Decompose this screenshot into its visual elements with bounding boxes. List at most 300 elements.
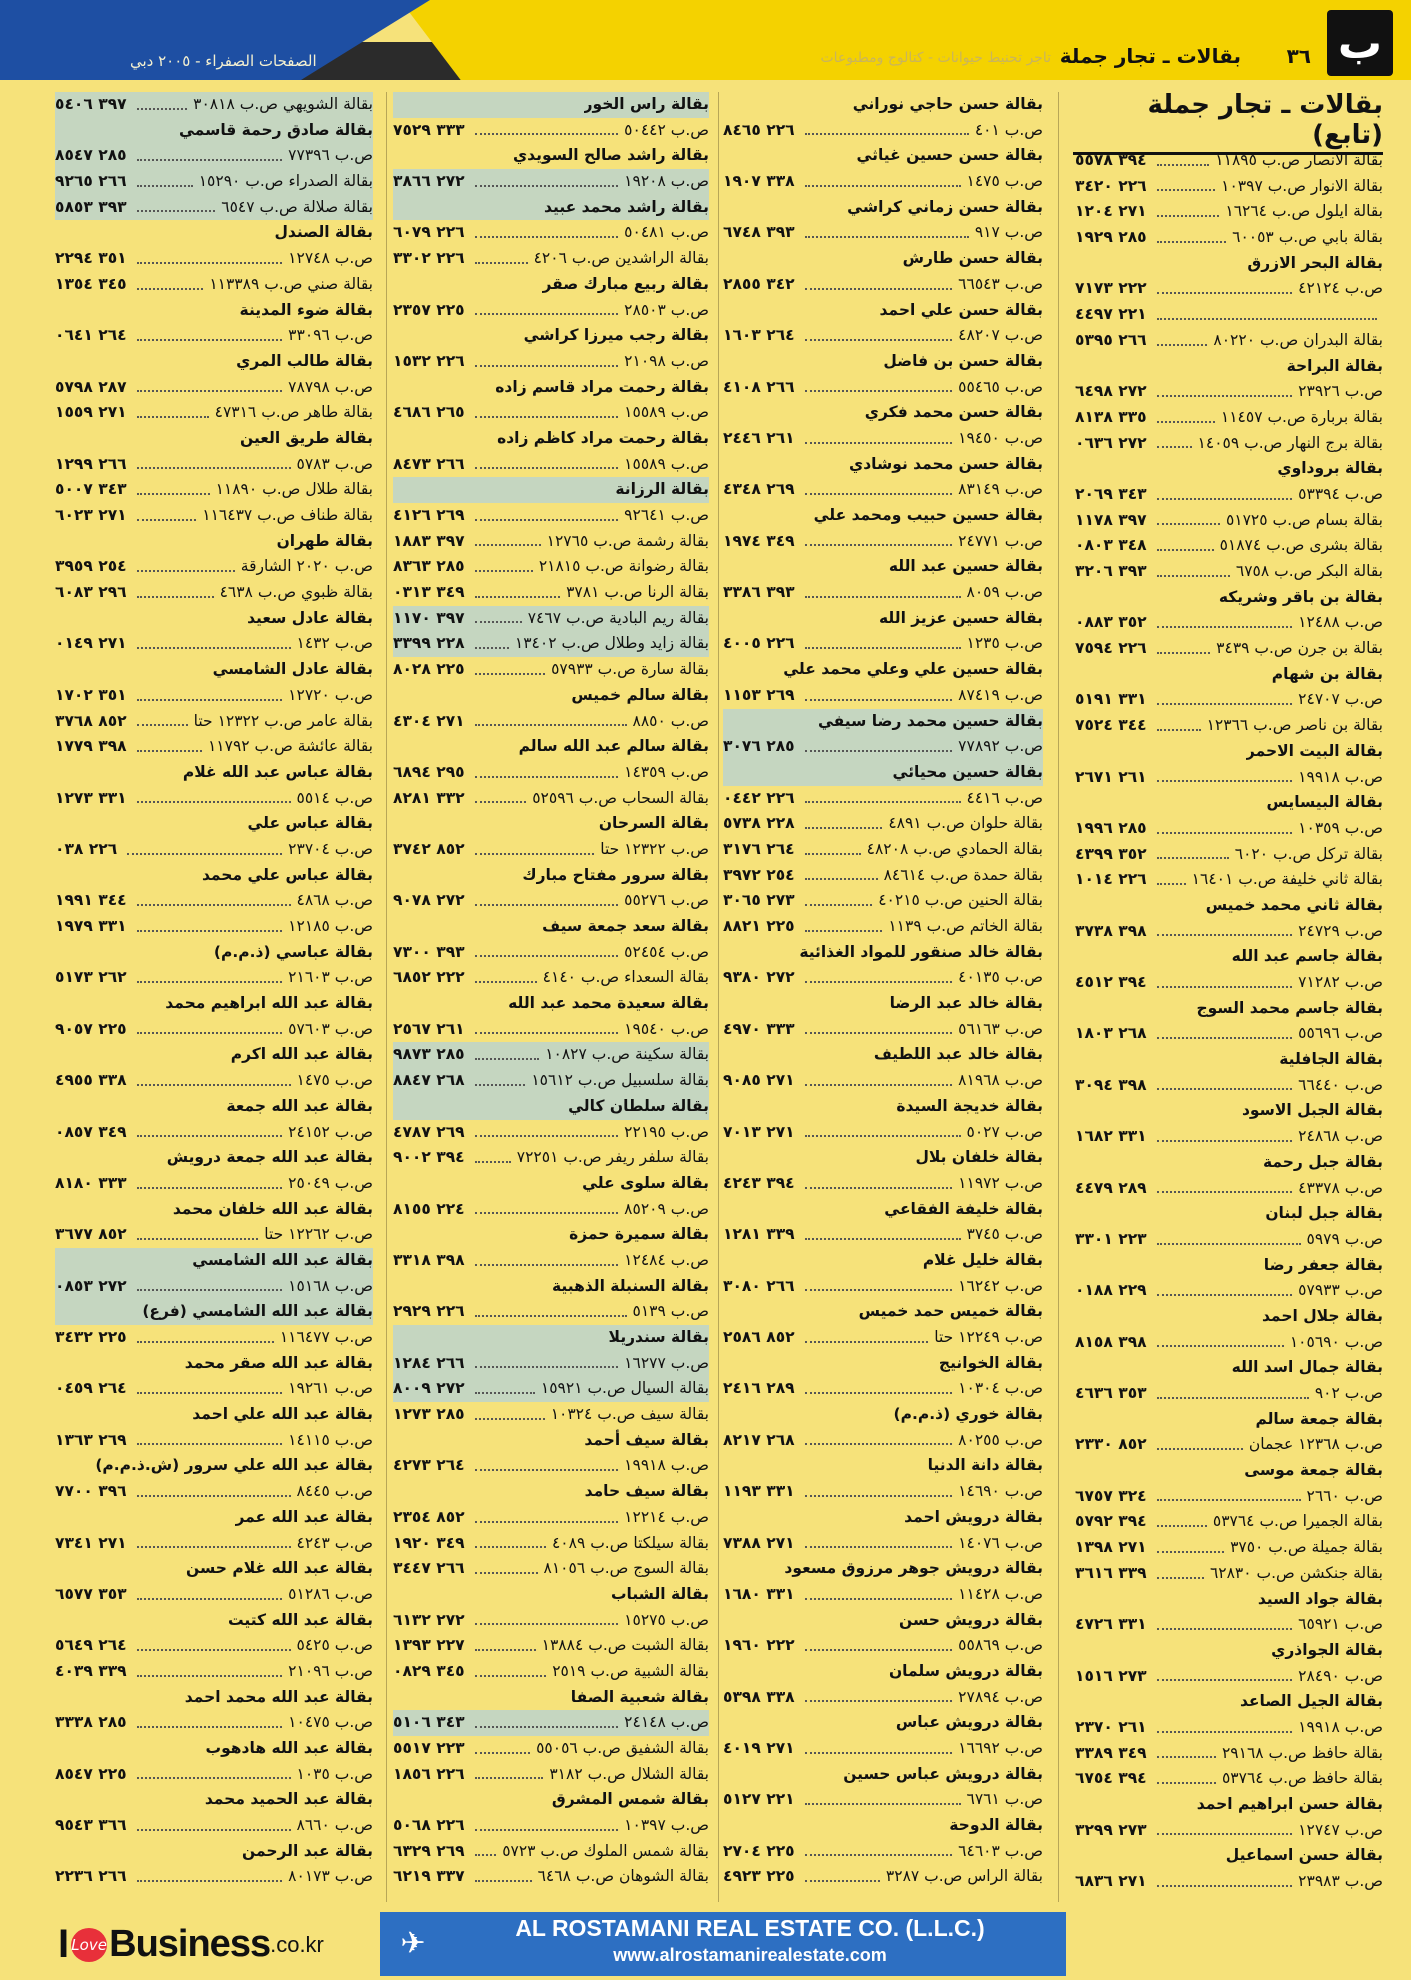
phone-number: ٢٦٨ ٨٨٤٧ xyxy=(393,1071,465,1090)
phone-number: ٢٢٣ ٥٥١٧ xyxy=(393,1739,465,1757)
leader-dots xyxy=(475,1453,619,1471)
listing-label: ص.ب ٢٤٧٠٧ xyxy=(1298,690,1383,709)
listing-label: بقالة سعيدة محمد عبد الله xyxy=(508,994,709,1013)
listing-label: بقالة السعداء ص.ب ٤١٤٠ xyxy=(542,968,709,987)
leader-dots xyxy=(475,1402,545,1420)
listing-label: بقالة جبل لبنان xyxy=(1265,1204,1383,1223)
list-item xyxy=(723,1402,1043,1428)
listing-label: ص.ب ١٩٩١٨ xyxy=(1298,1717,1383,1736)
leader-dots xyxy=(805,272,953,290)
list-item xyxy=(1075,328,1383,354)
list-item xyxy=(393,1582,709,1608)
list-item xyxy=(55,1582,373,1608)
phone-number: ٢٢٦ ١٨٥٦ xyxy=(393,1764,465,1783)
listing-label: ص.ب ٥٥١٤ xyxy=(296,788,373,807)
list-item xyxy=(723,1582,1043,1608)
listing-label: ص.ب ١٠٣٩٧ xyxy=(624,1816,709,1835)
list-item xyxy=(1075,1638,1383,1664)
list-item xyxy=(55,1248,373,1274)
listing-label: بقالة درويش جوهر مرزوق مسعود xyxy=(784,1559,1043,1578)
listing-label: ص.ب ١٤٣٥٩ xyxy=(624,762,709,781)
leader-dots xyxy=(137,323,283,341)
listing-label: ص.ب ١٥٥٨٩ xyxy=(624,403,709,422)
list-item xyxy=(1075,1484,1383,1510)
list-item xyxy=(393,1762,709,1788)
leader-dots xyxy=(805,118,969,136)
leader-dots xyxy=(137,786,291,804)
phone-number: ٣٣٣ ٤٩٧٠ xyxy=(723,1019,795,1038)
listing-label: ص.ب ٢٤١٤٨ xyxy=(624,1713,709,1732)
listing-label: بقالة جاسم عبد الله xyxy=(1231,947,1383,966)
listing-label: ص.ب ١٤٧٥ xyxy=(966,172,1043,191)
listing-label: ص.ب ٩١٧ xyxy=(974,223,1043,242)
list-item xyxy=(393,940,709,966)
leader-dots xyxy=(137,580,214,598)
list-item xyxy=(1075,739,1383,765)
phone-number: ٨٥٢ ٣٧٦٨ xyxy=(55,711,127,730)
list-item xyxy=(55,631,373,657)
phone-number: ٣٣١ ١٦٨٢ xyxy=(1075,1127,1147,1146)
phone-number: ٣٤٩ ٠٨٥٧ xyxy=(55,1122,127,1141)
list-item xyxy=(393,631,709,657)
list-item xyxy=(55,811,373,837)
list-item xyxy=(723,1428,1043,1454)
brand-business: Business xyxy=(109,1923,271,1965)
listing-label: بقالة الخوانيج xyxy=(938,1353,1043,1372)
leader-dots xyxy=(1157,1741,1216,1759)
listing-label: بقالة درويش عباس xyxy=(895,1713,1043,1732)
listing-label: ص.ب ٥٤٢٥ xyxy=(296,1636,373,1655)
list-item xyxy=(55,452,373,478)
leader-dots xyxy=(1157,302,1377,320)
listing-label: ص.ب ٧٧٨٩٢ xyxy=(958,737,1043,756)
listing-label: بقالة تركل ص.ب ٦٠٢٠ xyxy=(1234,844,1383,863)
listing-label: بقالة الشلال ص.ب ٣١٨٢ xyxy=(549,1764,709,1783)
phone-number: ٢٢٢ ٧١٧٣ xyxy=(1075,279,1147,298)
listing-column-1 xyxy=(1075,148,1383,1895)
leader-dots xyxy=(805,1171,953,1189)
list-item xyxy=(393,1787,709,1813)
listing-label: ص.ب ١٦٢٧٧ xyxy=(624,1353,709,1372)
list-item xyxy=(1075,662,1383,688)
list-item xyxy=(723,1017,1043,1043)
leader-dots xyxy=(805,1068,953,1086)
leader-dots xyxy=(137,1120,283,1138)
listing-label: بقالة جمعة سالم xyxy=(1255,1409,1383,1428)
phone-number: ٢٩٦ ٦٠٨٣ xyxy=(55,583,127,602)
list-item xyxy=(723,554,1043,580)
leader-dots xyxy=(475,1839,497,1857)
leader-dots xyxy=(805,1222,961,1240)
listing-label: بقالة خلفان بلال xyxy=(915,1148,1043,1167)
phone-number: ٣٩٨ ٣٣١٨ xyxy=(393,1250,465,1269)
phone-number: ٢٦٩ ٤١٢٦ xyxy=(393,506,465,524)
listing-label: بقالة الشفيق ص.ب ٥٥٠٥٦ xyxy=(536,1739,709,1757)
leader-dots xyxy=(475,837,595,855)
list-item xyxy=(1075,1150,1383,1176)
list-item xyxy=(723,1710,1043,1736)
leader-dots xyxy=(1157,276,1293,294)
leader-dots xyxy=(475,1120,619,1138)
listing-label: ص.ب ٥٢٤٥٤ xyxy=(624,942,709,961)
leader-dots xyxy=(1157,1818,1293,1836)
listing-label: ص.ب ٤٠١٣٥ xyxy=(958,968,1043,987)
phone-number: ٢٢٥ ٩٠٥٧ xyxy=(55,1019,127,1038)
listing-label: بقالة بن باقر وشريكه xyxy=(1218,587,1383,606)
leader-dots xyxy=(137,246,283,264)
listing-label: بقالة رشمة ص.ب ١٢٧٦٥ xyxy=(546,531,709,550)
listing-label: بقالة حافظ ص.ب ٢٩١٦٨ xyxy=(1221,1743,1383,1762)
list-item xyxy=(55,118,373,144)
list-item xyxy=(1075,585,1383,611)
phone-number: ٣٩٣ ٥٨٥٣ xyxy=(55,197,127,216)
listing-label: ص.ب ٢٨٥٠٣ xyxy=(624,300,709,319)
leader-dots xyxy=(1157,816,1293,834)
phone-number: ٢٢٥ ٣٤٣٢ xyxy=(55,1328,127,1346)
list-item xyxy=(393,863,709,889)
phone-number: ٨٥٢ ٣٦٧٧ xyxy=(55,1225,127,1244)
list-item xyxy=(1075,1021,1383,1047)
list-item xyxy=(1075,1458,1383,1484)
listing-label: بقالة عبد الله كتيت xyxy=(227,1610,373,1629)
listing-label: ص.ب ٩٠٢ xyxy=(1314,1384,1383,1402)
phone-number: ٢٧٣ ٣٢٩٩ xyxy=(1075,1820,1147,1839)
listing-label: بقالة السيال ص.ب ١٥٩٢١ xyxy=(540,1379,709,1398)
listing-label: بقالة حسن اسماعيل xyxy=(1225,1846,1383,1865)
listing-label: بقالة الجافلية xyxy=(1279,1050,1383,1069)
listing-label: ص.ب ١٤٠٧٦ xyxy=(958,1533,1043,1552)
list-item xyxy=(1075,379,1383,405)
list-item xyxy=(55,657,373,683)
listing-label: بقالة طلال ص.ب ١١٨٩٠ xyxy=(215,480,373,499)
list-item xyxy=(1075,970,1383,996)
phone-number: ٢٧٢ ٠٨٥٣ xyxy=(55,1276,127,1295)
leader-dots xyxy=(805,1531,953,1549)
list-item xyxy=(1075,174,1383,200)
listing-label: بقالة حسن طارش xyxy=(902,249,1043,268)
listing-label: ص.ب ٢٨٤٩٠ xyxy=(1298,1666,1383,1685)
leader-dots xyxy=(805,1376,953,1394)
leader-dots xyxy=(475,529,541,547)
list-item xyxy=(723,1274,1043,1300)
listing-label: ص.ب ٢٠٢٠ الشارقة xyxy=(240,557,373,576)
listing-label: بقالة البيت الاحمر xyxy=(1245,741,1383,760)
list-item xyxy=(393,272,709,298)
list-item xyxy=(393,143,709,169)
phone-number: ٣٤٥ ١٣٥٤ xyxy=(55,274,127,293)
list-item xyxy=(393,1556,709,1582)
listing-label: ص.ب ٨٨٥٠ xyxy=(632,711,709,730)
leader-dots xyxy=(475,786,527,804)
phone-number: ٢٦٦ ٥٣٩٥ xyxy=(1075,330,1147,349)
list-item xyxy=(55,1479,373,1505)
listing-label: بقالة ضوء المدينة xyxy=(239,300,373,319)
leader-dots xyxy=(475,118,619,136)
leader-dots xyxy=(1157,148,1210,166)
listing-label: ص.ب ٨١٩٦٨ xyxy=(958,1071,1043,1090)
leader-dots xyxy=(805,169,961,187)
phone-number: ٣٣١ ١١٩٣ xyxy=(723,1482,795,1501)
phone-number: ٢٦٦ ٩٢٦٥ xyxy=(55,172,127,191)
listing-label: بقالة سرور مفتاح مبارك xyxy=(522,865,709,884)
list-item xyxy=(393,529,709,555)
listing-label: بقالة عبد الحميد محمد xyxy=(204,1790,373,1809)
leader-dots xyxy=(137,477,210,495)
listing-label: ص.ب ٥٠٢٧ xyxy=(966,1122,1043,1141)
ilovebusiness-logo[interactable] xyxy=(58,1922,324,1967)
phone-number: ٢٦٩ ٤٣٤٨ xyxy=(723,480,795,499)
leader-dots xyxy=(1157,1227,1301,1245)
listing-label: ص.ب ١٩٢٠٨ xyxy=(624,172,709,191)
listing-label: ص.ب ١٢٣٥ xyxy=(966,634,1043,653)
list-item xyxy=(55,837,373,863)
listing-label: بقالة البدران ص.ب ٨٠٢٢٠ xyxy=(1213,330,1383,349)
leader-dots xyxy=(1157,1124,1293,1142)
list-item xyxy=(55,1017,373,1043)
list-item xyxy=(393,1171,709,1197)
ad-website-link[interactable]: www.alrostamanirealestate.com xyxy=(613,1945,887,1965)
list-item xyxy=(55,323,373,349)
list-item xyxy=(393,837,709,863)
leader-dots xyxy=(475,1864,532,1882)
listing-label: بقالة حسن علي احمد xyxy=(879,300,1043,319)
leader-dots xyxy=(137,1479,291,1497)
list-item xyxy=(393,1299,709,1325)
phone-number: ٣٣٢ ٨٢٨١ xyxy=(393,788,465,807)
list-item xyxy=(393,92,709,118)
list-item xyxy=(723,1479,1043,1505)
list-item xyxy=(723,1120,1043,1146)
listing-label: ص.ب ٥٧٨٣ xyxy=(296,454,373,473)
listing-label: بقالة السوج ص.ب ٨١٠٥٦ xyxy=(543,1559,709,1578)
phone-number: ٣٣١ ٥١٩١ xyxy=(1075,690,1147,709)
leader-dots xyxy=(475,1556,538,1574)
listing-label: بقالة شعبية الصفا xyxy=(570,1687,709,1706)
list-item xyxy=(55,786,373,812)
list-item xyxy=(393,1531,709,1557)
listing-label: بقالة سلفر ريفر ص.ب ٧٢٢٥١ xyxy=(516,1148,709,1167)
list-item xyxy=(393,965,709,991)
list-item xyxy=(723,657,1043,683)
phone-number: ٢٥٤ ٣٩٧٢ xyxy=(723,865,795,884)
leader-dots xyxy=(805,220,969,238)
phone-number: ٣٣٨ ٥٣٩٨ xyxy=(723,1687,795,1706)
list-item xyxy=(1075,1253,1383,1279)
listing-label: بقالة شمس الملوك ص.ب ٥٧٢٣ xyxy=(502,1841,709,1860)
phone-number: ٣٩٤ ٦٧٥٤ xyxy=(1075,1769,1147,1788)
listing-label: بقالة رحمت مراد قاسم زاده xyxy=(495,377,709,396)
listing-label: بقالة شمس المشرق xyxy=(551,1790,709,1809)
list-item xyxy=(723,1094,1043,1120)
listing-label: بقالة حسن محمد نوشادي xyxy=(849,454,1043,473)
leader-dots xyxy=(805,1582,953,1600)
list-item xyxy=(723,1685,1043,1711)
listing-label: بقالة الرنا ص.ب ٣٧٨١ xyxy=(566,583,709,602)
list-item xyxy=(723,1813,1043,1839)
list-item xyxy=(1075,1535,1383,1561)
list-item xyxy=(55,1736,373,1762)
listing-label: بقالة عباس عبد الله غلام xyxy=(182,762,373,781)
listing-label: ص.ب ٥٦١٦٣ xyxy=(958,1019,1043,1038)
list-item xyxy=(55,1094,373,1120)
leader-dots xyxy=(475,580,560,598)
list-item xyxy=(723,1505,1043,1531)
list-item xyxy=(723,143,1043,169)
leader-dots xyxy=(805,1274,953,1292)
listing-label: بقالة عادل سعيد xyxy=(247,608,373,627)
list-item xyxy=(55,1325,373,1351)
list-item xyxy=(723,863,1043,889)
phone-number: ٢٦٢ ٥١٧٣ xyxy=(55,968,127,987)
list-item xyxy=(723,734,1043,760)
phone-number: ٣٣٨ ١٩٠٧ xyxy=(723,172,795,191)
list-item xyxy=(1075,1432,1383,1458)
listing-label: بقالة بن جرن ص.ب ٣٤٣٩ xyxy=(1216,639,1383,658)
phone-number: ٣٩٨ ٣٠٩٤ xyxy=(1075,1075,1147,1094)
leader-dots xyxy=(1157,174,1216,192)
list-item xyxy=(1075,816,1383,842)
phone-number: ٢٢٦ ٥٠٦٨ xyxy=(393,1816,465,1835)
leader-dots xyxy=(1157,1381,1309,1399)
listing-label: ص.ب ١٥٥٨٩ xyxy=(624,454,709,473)
header-yellow-band xyxy=(400,0,1411,80)
leader-dots xyxy=(137,1813,291,1831)
list-item xyxy=(55,1762,373,1788)
phone-number: ٢٨٥ ٨٣٦٣ xyxy=(393,557,465,576)
list-item xyxy=(393,400,709,426)
phone-number: ٢٦٥ ٤٦٨٦ xyxy=(393,403,465,422)
list-item xyxy=(55,375,373,401)
phone-number: ٣٤٤ ١٩٩١ xyxy=(55,891,127,910)
list-item xyxy=(55,965,373,991)
listing-label: ص.ب ١٢٤٨٤ xyxy=(624,1250,709,1269)
leader-dots xyxy=(475,1762,544,1780)
listing-label: ص.ب ٤٤١٦ xyxy=(966,788,1043,807)
listing-label: بقالة درويش سلمان xyxy=(888,1661,1043,1680)
listing-label: ص.ب ٧٨٧٩٨ xyxy=(288,377,373,396)
list-item xyxy=(55,1222,373,1248)
leader-dots xyxy=(137,1531,291,1549)
listing-label: ص.ب ٢٧٨٩٤ xyxy=(958,1687,1043,1706)
list-item xyxy=(1075,1124,1383,1150)
phone-number: ٢٦٦ ٢٢٣٦ xyxy=(55,1867,127,1886)
leader-dots xyxy=(475,1813,619,1831)
list-item xyxy=(723,1762,1043,1788)
listing-label: بقالة بشرى ص.ب ٥١٨٧٤ xyxy=(1219,536,1383,555)
phone-number: ٣٩٤ ٥٧٩٢ xyxy=(1075,1512,1147,1531)
listing-label: ص.ب ٢٣٩٢٦ xyxy=(1298,382,1383,401)
listing-label: بقالة حمدة ص.ب ٨٤٦١٤ xyxy=(883,865,1043,884)
listing-label: بقالة البكر ص.ب ٦٧٥٨ xyxy=(1235,562,1383,580)
list-item xyxy=(393,1864,709,1890)
listing-label: بقالة عباس علي xyxy=(247,814,373,833)
phone-number: ٢٦١ ٢٦٧١ xyxy=(1075,767,1147,786)
phone-number: ٢٧١ ٧٣٨٨ xyxy=(723,1533,795,1552)
phone-number: ٢٢٦ ٨٤٦٥ xyxy=(723,120,795,139)
list-item xyxy=(723,195,1043,221)
listing-label: بقالة الراشدين ص.ب ٤٢٠٦ xyxy=(533,249,709,268)
leader-dots xyxy=(1157,919,1293,937)
listing-label: بقالة الخاتم ص.ب ١١٣٩ xyxy=(888,917,1043,935)
list-item xyxy=(393,1094,709,1120)
listing-label: بقالة طالب المري xyxy=(236,351,373,370)
listing-label: بقالة الصدراء ص.ب ١٥٢٩٠ xyxy=(198,172,373,191)
phone-number: ٣٩٨ ٨١٥٨ xyxy=(1075,1332,1147,1351)
list-item xyxy=(723,837,1043,863)
leader-dots xyxy=(805,1864,880,1882)
list-item xyxy=(393,991,709,1017)
list-item xyxy=(393,220,709,246)
phone-number: ٣٤٥ ٠٨٢٩ xyxy=(393,1661,465,1680)
list-item xyxy=(55,1299,373,1325)
leader-dots xyxy=(137,888,291,906)
list-item xyxy=(1075,482,1383,508)
leader-dots xyxy=(137,1864,283,1882)
list-item xyxy=(723,1351,1043,1377)
phone-number: ٢٨٥ ١٩٩٦ xyxy=(1075,818,1147,837)
listing-label: ص.ب ٦٥٩٢١ xyxy=(1298,1615,1383,1634)
phone-number: ٢٧١ ٤٠١٩ xyxy=(723,1739,795,1757)
listing-label: ص.ب ٣٧٤٥ xyxy=(966,1225,1043,1244)
list-item xyxy=(1075,842,1383,868)
phone-number: ٢٢٦ ٠٤٤٢ xyxy=(723,788,795,807)
listing-label: ص.ب ٧٧٣٩٦ xyxy=(288,146,373,165)
listing-label: بقالة عادل الشامسي xyxy=(212,660,373,679)
continued-heading: بقالات ـ تجار جملة (تابع) xyxy=(1073,90,1383,155)
listing-label: بقالة حلوان ص.ب ٤٨٩١ xyxy=(888,814,1043,833)
listing-label: ص.ب ٢٥٠٤٩ xyxy=(288,1173,373,1192)
list-item xyxy=(723,1325,1043,1351)
leader-dots xyxy=(475,888,619,906)
listing-label: ص.ب ١٢٤٨٨ xyxy=(1298,613,1383,632)
list-item xyxy=(723,1633,1043,1659)
leader-dots xyxy=(1157,610,1293,628)
listing-label: بقالة سلوى علي xyxy=(582,1173,709,1192)
list-item xyxy=(55,1376,373,1402)
list-item xyxy=(1075,1818,1383,1844)
list-item xyxy=(55,426,373,452)
leader-dots xyxy=(805,529,953,547)
phone-number: ٣٤٢ ٢٨٥٥ xyxy=(723,274,795,293)
phone-number: ٢٧١ ١٥٥٩ xyxy=(55,403,127,422)
listing-label: ص.ب ٢٢١٩٥ xyxy=(624,1122,709,1141)
phone-number: ٣٣٥ ٨١٣٨ xyxy=(1075,407,1147,426)
phone-number: ٢٢٥ ٨٠٢٨ xyxy=(393,660,465,679)
leader-dots xyxy=(475,554,533,572)
list-item xyxy=(723,426,1043,452)
listing-label: بقالة جمال اسد الله xyxy=(1231,1358,1383,1377)
list-item xyxy=(393,1839,709,1865)
list-item xyxy=(393,1120,709,1146)
leader-dots xyxy=(137,683,283,701)
leader-dots xyxy=(475,1042,540,1060)
phone-number: ٢٩٥ ٦٨٩٤ xyxy=(393,762,465,781)
listing-label: بقالة صني ص.ب ١١٣٣٨٩ xyxy=(209,274,373,293)
listing-label: بقالة عبد الله صقر محمد xyxy=(184,1353,373,1372)
list-item xyxy=(723,298,1043,324)
phone-number: ٣٩٨ ٣٧٣٨ xyxy=(1075,921,1147,940)
list-item xyxy=(1075,148,1383,174)
listing-label: ص.ب ٨٠٢٥٥ xyxy=(958,1430,1043,1449)
brand-tld: .co.kr xyxy=(270,1931,324,1957)
leader-dots xyxy=(805,1685,953,1703)
listing-label: بقالة بسام ص.ب ٥١٧٢٥ xyxy=(1225,510,1383,529)
list-item xyxy=(55,1171,373,1197)
phone-number: ٣٤٣ ٥٠٠٧ xyxy=(55,480,127,499)
listing-label: بقالة عبد الله علي احمد xyxy=(192,1405,373,1424)
listing-label: بقالة خليفة الفقاعي xyxy=(884,1199,1043,1218)
listing-label: بقالة الشبية ص.ب ٢٥١٩ xyxy=(552,1661,709,1680)
